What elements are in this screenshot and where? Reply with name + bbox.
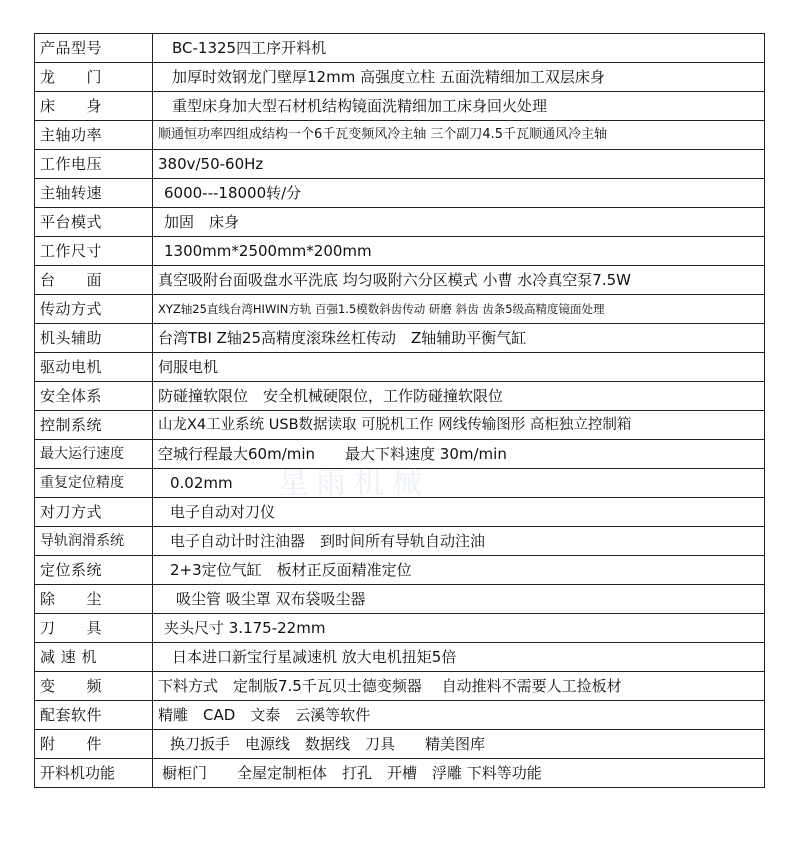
row-label: 最大运行速度 bbox=[35, 440, 153, 469]
row-value bbox=[153, 237, 765, 266]
row-value-text: 山龙X4工业系统 USB数据读取 可脱机工作 网线传输图形 高柜独立控制箱 bbox=[158, 417, 632, 433]
row-value-text: 2+3定位气缸 板材正反面精准定位 bbox=[170, 561, 412, 579]
row-value bbox=[153, 469, 765, 498]
row-value-text: 真空吸附台面吸盘水平洗底 均匀吸附六分区模式 小曹 水冷真空泵7.5W bbox=[158, 271, 631, 289]
row-label: 驱动电机 bbox=[35, 353, 153, 382]
row-label: 产品型号 bbox=[35, 34, 153, 63]
row-value bbox=[153, 585, 765, 614]
row-platform bbox=[35, 208, 765, 237]
row-inverter bbox=[35, 672, 765, 701]
row-value bbox=[153, 701, 765, 730]
row-head-assist bbox=[35, 324, 765, 353]
row-max-speed bbox=[35, 440, 765, 469]
row-transmission bbox=[35, 295, 765, 324]
row-label: 工作电压 bbox=[35, 150, 153, 179]
row-label: 平台模式 bbox=[35, 208, 153, 237]
row-value bbox=[153, 34, 765, 63]
row-label: 配套软件 bbox=[35, 701, 153, 730]
row-repeat-accuracy bbox=[35, 469, 765, 498]
row-value bbox=[153, 353, 765, 382]
row-value-text: 日本进口新宝行星减速机 放大电机扭矩5倍 bbox=[172, 648, 457, 666]
row-value-text: 精雕 CAD 文泰 云溪等软件 bbox=[158, 706, 371, 724]
row-value-text: 台湾TBI Z轴25高精度滚珠丝杠传动 Z轴辅助平衡气缸 bbox=[158, 329, 527, 347]
row-work-size bbox=[35, 237, 765, 266]
row-label: 附 件 bbox=[35, 730, 153, 759]
row-value-text: 下料方式 定制版7.5千瓦贝士德变频器 自动推料不需要人工捡板材 bbox=[158, 677, 622, 695]
row-label: 刀 具 bbox=[35, 614, 153, 643]
row-control-system bbox=[35, 411, 765, 440]
watermark: 星雨机械 bbox=[278, 466, 430, 501]
row-label: 主轴转速 bbox=[35, 179, 153, 208]
row-value-text: 380v/50-60Hz bbox=[158, 155, 264, 173]
row-value bbox=[153, 150, 765, 179]
row-table-surface bbox=[35, 266, 765, 295]
row-value bbox=[153, 208, 765, 237]
row-label: 传动方式 bbox=[35, 295, 153, 324]
row-gantry bbox=[35, 63, 765, 92]
row-value-text: 重型床身加大型石材机结构镜面洗精细加工床身回火处理 bbox=[172, 97, 548, 115]
row-label: 定位系统 bbox=[35, 556, 153, 585]
row-value-text: 6000---18000转/分 bbox=[164, 184, 302, 202]
row-value bbox=[153, 556, 765, 585]
row-value bbox=[153, 63, 765, 92]
row-label: 控制系统 bbox=[35, 411, 153, 440]
row-value bbox=[153, 759, 765, 788]
row-value-text: 0.02mm bbox=[170, 474, 233, 492]
row-value bbox=[153, 730, 765, 759]
row-value bbox=[153, 324, 765, 353]
row-label: 主轴功率 bbox=[35, 121, 153, 150]
spec-table bbox=[34, 33, 765, 788]
row-value-text: XYZ轴25直线台湾HIWIN方轨 百强1.5模数斜齿传动 研磨 斜齿 齿条5级高精度镜面处理 bbox=[158, 302, 605, 316]
row-label: 减 速 机 bbox=[35, 643, 153, 672]
row-value bbox=[153, 614, 765, 643]
row-value-text: 加固 床身 bbox=[164, 213, 240, 231]
row-dust bbox=[35, 585, 765, 614]
row-value-text: 顺通恒功率四组成结构一个6千瓦变频风冷主轴 三个副刀4.5千瓦顺通风冷主轴 bbox=[158, 127, 608, 142]
row-value bbox=[153, 672, 765, 701]
row-positioning bbox=[35, 556, 765, 585]
row-value-text: 伺服电机 bbox=[158, 358, 219, 376]
row-label: 机头辅助 bbox=[35, 324, 153, 353]
row-spindle-speed bbox=[35, 179, 765, 208]
row-label: 床 身 bbox=[35, 92, 153, 121]
row-value bbox=[153, 295, 765, 324]
row-value-text: 夹头尺寸 3.175-22mm bbox=[164, 619, 326, 637]
row-value bbox=[153, 643, 765, 672]
row-spindle-power bbox=[35, 121, 765, 150]
row-functions bbox=[35, 759, 765, 788]
row-label: 变 频 bbox=[35, 672, 153, 701]
row-tools bbox=[35, 614, 765, 643]
row-value-text: 加厚时效钢龙门壁厚12mm 高强度立柱 五面洗精细加工双层床身 bbox=[172, 68, 605, 86]
row-voltage bbox=[35, 150, 765, 179]
row-label: 开料机功能 bbox=[35, 759, 153, 788]
row-value-text: 1300mm*2500mm*200mm bbox=[164, 242, 372, 260]
row-value bbox=[153, 527, 765, 556]
row-value bbox=[153, 266, 765, 295]
row-value-text: 电子自动计时注油器 到时间所有导轨自动注油 bbox=[170, 532, 486, 550]
row-value-text: 吸尘管 吸尘罩 双布袋吸尘器 bbox=[176, 590, 366, 608]
row-label: 除 尘 bbox=[35, 585, 153, 614]
row-label: 工作尺寸 bbox=[35, 237, 153, 266]
row-label: 重复定位精度 bbox=[35, 469, 153, 498]
row-model bbox=[35, 34, 765, 63]
row-value bbox=[153, 382, 765, 411]
row-value-text: 空城行程最大60m/min 最大下料速度 30m/min bbox=[158, 445, 507, 463]
row-label: 龙 门 bbox=[35, 63, 153, 92]
row-value-text: 换刀扳手 电源线 数据线 刀具 精美图库 bbox=[170, 735, 486, 753]
row-label: 台 面 bbox=[35, 266, 153, 295]
row-value-text: 防碰撞软限位 安全机械硬限位，工作防碰撞软限位 bbox=[158, 387, 504, 405]
row-label: 导轨润滑系统 bbox=[35, 527, 153, 556]
row-value-text: 橱柜门 全屋定制柜体 打孔 开槽 浮雕 下料等功能 bbox=[162, 764, 542, 782]
row-value-text: 电子自动对刀仪 bbox=[170, 503, 276, 521]
row-software bbox=[35, 701, 765, 730]
row-bed bbox=[35, 92, 765, 121]
row-value bbox=[153, 498, 765, 527]
row-value bbox=[153, 121, 765, 150]
row-value-text: BC-1325四工序开料机 bbox=[172, 39, 327, 57]
row-label: 安全体系 bbox=[35, 382, 153, 411]
row-value bbox=[153, 179, 765, 208]
row-value bbox=[153, 92, 765, 121]
row-value bbox=[153, 411, 765, 440]
row-tool-setting bbox=[35, 498, 765, 527]
row-lubrication bbox=[35, 527, 765, 556]
row-drive-motor bbox=[35, 353, 765, 382]
row-reducer bbox=[35, 643, 765, 672]
row-safety bbox=[35, 382, 765, 411]
row-accessories bbox=[35, 730, 765, 759]
row-value bbox=[153, 440, 765, 469]
row-label: 对刀方式 bbox=[35, 498, 153, 527]
